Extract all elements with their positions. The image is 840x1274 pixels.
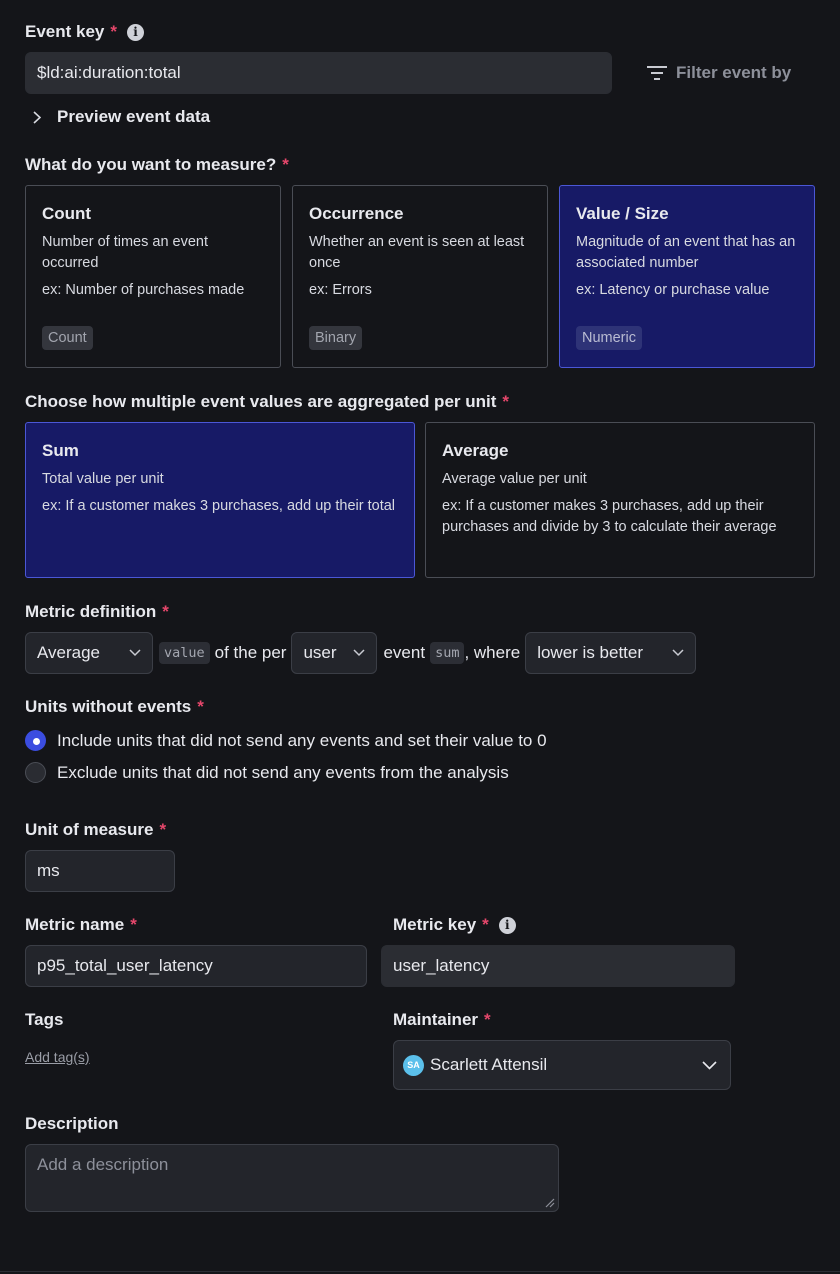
metric-key-value: user_latency (393, 956, 490, 975)
measure-option-count[interactable] (25, 185, 281, 368)
of-the-per-text: of the per (214, 643, 287, 662)
measure-label (25, 155, 289, 175)
option-example: ex: If a customer makes 3 purchases, add up their purchases and divide by 3 to calculate their average (442, 498, 777, 535)
maintainer-select[interactable] (393, 1040, 731, 1090)
event-key-input[interactable] (25, 52, 612, 94)
measure-option-value-size[interactable] (559, 185, 815, 368)
filter-icon (647, 66, 667, 80)
aggregation-option-average[interactable] (425, 422, 815, 578)
chevron-right-icon (33, 111, 41, 124)
maintainer-label-text: Maintainer (393, 1010, 479, 1029)
filter-event-button[interactable] (647, 63, 791, 83)
radio-label: Include units that did not send any events and set their value to 0 (57, 730, 547, 750)
preview-event-label: Preview event data (57, 107, 211, 126)
event-key-label (25, 22, 144, 42)
direction-select-value: lower is better (537, 643, 644, 662)
where-text: , where (464, 643, 521, 662)
metric-name-input[interactable] (25, 945, 367, 987)
option-description: Total value per unit (42, 471, 164, 487)
exclude-units-radio-option[interactable] (25, 762, 509, 783)
option-example: ex: Errors (309, 282, 372, 298)
info-icon[interactable]: i (499, 917, 516, 934)
tags-label: Tags (25, 1010, 64, 1029)
metric-name-label-text: Metric name (25, 915, 125, 934)
option-title: Sum (42, 441, 79, 460)
option-description: Magnitude of an event that has an associated number (576, 234, 796, 271)
option-title: Value / Size (576, 204, 669, 223)
avatar: SA (403, 1055, 424, 1076)
aggregation-option-sum[interactable] (25, 422, 415, 578)
value-code: value (159, 642, 210, 664)
option-badge: Numeric (576, 326, 642, 350)
option-example: ex: If a customer makes 3 purchases, add up their total (42, 498, 396, 514)
required-mark: * (110, 22, 118, 41)
units-without-events-label (25, 697, 204, 717)
event-key-label-text: Event key (25, 22, 105, 41)
aggregation-label-text: Choose how multiple event values are aggregated per unit (25, 392, 497, 411)
aggregation-label (25, 392, 509, 412)
option-title: Occurrence (309, 204, 404, 223)
chevron-down-icon (129, 649, 141, 657)
unit-of-measure-value: ms (37, 861, 60, 880)
unit-of-measure-label-text: Unit of measure (25, 820, 154, 839)
option-example: ex: Latency or purchase value (576, 282, 770, 298)
unit-of-measure-label (25, 820, 166, 840)
required-mark: * (482, 915, 489, 934)
radio-button-checked[interactable] (25, 730, 46, 751)
option-example: ex: Number of purchases made (42, 282, 245, 298)
metric-name-label (25, 915, 137, 935)
required-mark: * (282, 155, 289, 174)
aggregate-select-value: Average (37, 643, 101, 662)
resize-handle-icon[interactable] (545, 1198, 555, 1208)
required-mark: * (484, 1010, 491, 1029)
filter-event-label: Filter event by (676, 63, 792, 82)
required-mark: * (159, 820, 167, 839)
required-mark: * (197, 697, 204, 716)
preview-event-toggle[interactable] (33, 107, 210, 127)
chevron-down-icon (353, 649, 365, 657)
divider (0, 1271, 840, 1272)
metric-definition-label-text: Metric definition (25, 602, 157, 621)
description-label: Description (25, 1114, 119, 1133)
metric-key-input[interactable] (381, 945, 735, 987)
option-badge: Count (42, 326, 93, 350)
radio-label: Exclude units that did not send any events from the analysis (57, 762, 509, 782)
option-description: Whether an event is seen at least once (309, 234, 525, 271)
option-title: Average (442, 441, 509, 460)
add-tags-link[interactable]: Add tag(s) (25, 1049, 90, 1065)
info-icon[interactable]: i (127, 24, 144, 41)
required-mark: * (502, 392, 510, 411)
option-badge: Binary (309, 326, 362, 350)
maintainer-name: Scarlett Attensil (430, 1055, 548, 1074)
unit-of-measure-input[interactable] (25, 850, 175, 892)
sum-code: sum (430, 642, 464, 664)
event-key-value: $ld:ai:duration:total (37, 63, 181, 82)
unit-select-value: user (303, 643, 337, 662)
option-description: Average value per unit (442, 471, 587, 487)
metric-definition-sentence (25, 632, 696, 674)
measure-label-text: What do you want to measure? (25, 155, 277, 174)
radio-button[interactable] (25, 762, 46, 783)
aggregate-select[interactable] (25, 632, 153, 674)
measure-option-occurrence[interactable] (292, 185, 548, 368)
maintainer-label (393, 1010, 491, 1030)
chevron-down-icon (672, 649, 684, 657)
option-description: Number of times an event occurred (42, 234, 209, 271)
metric-name-value: p95_total_user_latency (37, 956, 213, 975)
metric-definition-label (25, 602, 169, 622)
description-placeholder: Add a description (37, 1155, 169, 1174)
option-title: Count (42, 204, 92, 223)
metric-key-label-text: Metric key (393, 915, 477, 934)
maintainer-selected (403, 1055, 547, 1076)
required-mark: * (130, 915, 137, 934)
event-text: event (383, 643, 426, 662)
units-without-events-label-text: Units without events (25, 697, 192, 716)
metric-key-label (393, 915, 516, 935)
required-mark: * (162, 602, 169, 621)
direction-select[interactable] (525, 632, 696, 674)
include-units-radio-option[interactable] (25, 730, 547, 751)
unit-select[interactable] (291, 632, 377, 674)
description-textarea[interactable] (25, 1144, 559, 1212)
chevron-down-icon (702, 1061, 717, 1070)
